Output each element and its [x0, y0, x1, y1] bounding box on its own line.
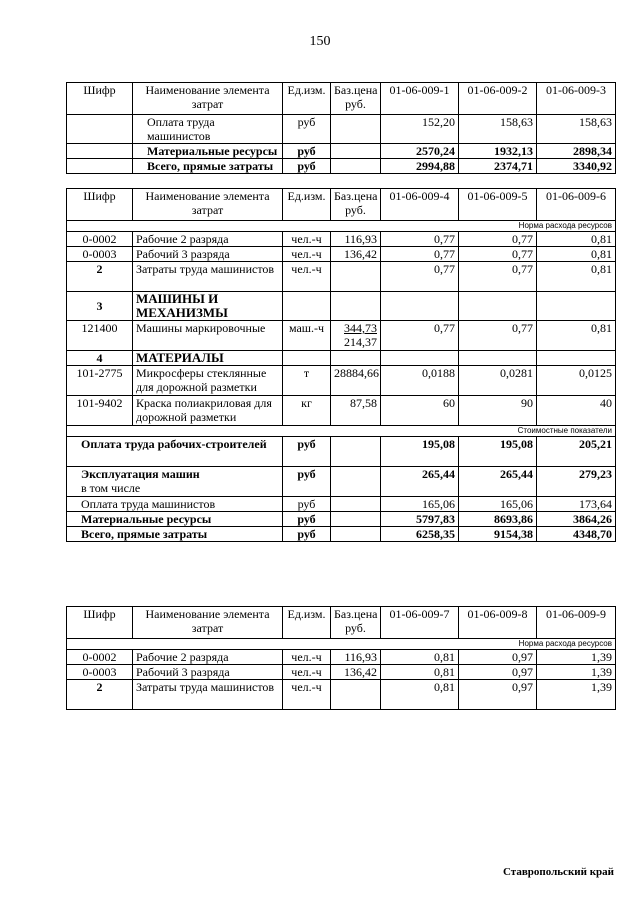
header-col-1: 01-06-009-1	[381, 83, 459, 115]
header-col-8: 01-06-009-8	[459, 607, 537, 639]
header-col-5: 01-06-009-5	[459, 189, 537, 221]
table-row: Материальные ресурсы руб 5797,83 8693,86 3864,26	[67, 512, 616, 527]
cost-label: Стоимостные показатели	[67, 426, 616, 437]
header-col-4: 01-06-009-4	[381, 189, 459, 221]
table-row: 101-9402 Краска полиакриловая для дорожной разметки кг 87,58 60 90 40	[67, 396, 616, 426]
table-row: 121400 Машины маркировочные маш.-ч 344,73 214,37 0,77 0,77 0,81	[67, 321, 616, 351]
section-machines: 3 МАШИНЫ И МЕХАНИЗМЫ	[67, 292, 616, 321]
header-col-2: 01-06-009-2	[459, 83, 537, 115]
norm-label: Норма расхода ресурсов	[67, 639, 616, 650]
header-col-6: 01-06-009-6	[537, 189, 616, 221]
norm-label: Норма расхода ресурсов	[67, 221, 616, 232]
header-name: Наименование элемента затрат	[133, 83, 283, 115]
page-number: 150	[309, 34, 331, 49]
header-col-9: 01-06-009-9	[537, 607, 616, 639]
table-row: Оплата труда машинистов руб 152,20 158,63 158,63	[67, 115, 616, 144]
header-col-3: 01-06-009-3	[537, 83, 616, 115]
section-materials: 4 МАТЕРИАЛЫ	[67, 351, 616, 366]
table-2: Шифр Наименование элемента затрат Ед.изм. Баз.цена руб. 01-06-009-4 01-06-009-5 01-06-009-6 Норма расхода ресурсов 0-0002 Рабочие 2 разряда чел.-ч 116,93 0,77 0,77 0,81 0-0003 Рабочий 3 разряда чел.-ч 136,42 0,77 0,77 0,81 2 Затраты труда машинистов чел.-ч 0,77 0,77 0,81 3 МАШИНЫ И МЕХАНИЗМЫ 121400 Машины маркировочные маш.-ч 344,73 214,37 0,77 0,77 0,81 4 МАТЕРИАЛЫ 101-2775 Микросферы стеклянные для дорожной разметки т 28884,66 0,0188 0,0281 0,0125 101-9402 Краска полиакриловая для дорожной разметки кг 87,58 60 90 40 Стоимостные показатели Оплата труда рабочих-строителей руб 195,08 195,08 205,21 Эксплуатация машин в том числе руб 265,44 265,44 279,23 Оплата труда машинистов руб 165,06 165,06 173,64 Материальные ресурсы руб 5797,83 8693,86 3864,26 Всего, прямые затраты руб 6258,35 9154,38 4348,70	[66, 188, 616, 542]
table-row: 101-2775 Микросферы стеклянные для дорожной разметки т 28884,66 0,0188 0,0281 0,0125	[67, 366, 616, 396]
table-row: 0-0002 Рабочие 2 разряда чел.-ч 116,93 0,77 0,77 0,81	[67, 232, 616, 247]
table-row: Всего, прямые затраты руб 6258,35 9154,38 4348,70	[67, 527, 616, 542]
table-row: Оплата труда рабочих-строителей руб 195,08 195,08 205,21	[67, 437, 616, 467]
header-code: Шифр	[67, 83, 133, 115]
table-row: Всего, прямые затраты руб 2994,88 2374,71 3340,92	[67, 159, 616, 174]
table-row: Оплата труда машинистов руб 165,06 165,06 173,64	[67, 497, 616, 512]
footer-region: Ставропольский край	[502, 866, 614, 878]
table-row: 2 Затраты труда машинистов чел.-ч 0,77 0,77 0,81	[67, 262, 616, 292]
header-price: Баз.цена руб.	[331, 83, 381, 115]
header-unit: Ед.изм.	[283, 83, 331, 115]
table-row: 2 Затраты труда машинистов чел.-ч 0,81 0,97 1,39	[67, 680, 616, 710]
table-row: 0-0003 Рабочий 3 разряда чел.-ч 136,42 0,77 0,77 0,81	[67, 247, 616, 262]
header-col-7: 01-06-009-7	[381, 607, 459, 639]
table-row: Материальные ресурсы руб 2570,24 1932,13 2898,34	[67, 144, 616, 159]
table-1	[66, 82, 616, 174]
table-3: Шифр Наименование элемента затрат Ед.изм. Баз.цена руб. 01-06-009-7 01-06-009-8 01-06-009-9 Норма расхода ресурсов 0-0002 Рабочие 2 разряда чел.-ч 116,93 0,81 0,97 1,39 0-0003 Рабочий 3 разряда чел.-ч 136,42 0,81 0,97 1,39 2 Затраты труда машинистов чел.-ч 0,81 0,97 1,39	[66, 606, 616, 710]
table-row: Эксплуатация машин в том числе руб 265,44 265,44 279,23	[67, 467, 616, 497]
table-row: 0-0002 Рабочие 2 разряда чел.-ч 116,93 0,81 0,97 1,39	[67, 650, 616, 665]
table-row: 0-0003 Рабочий 3 разряда чел.-ч 136,42 0,81 0,97 1,39	[67, 665, 616, 680]
